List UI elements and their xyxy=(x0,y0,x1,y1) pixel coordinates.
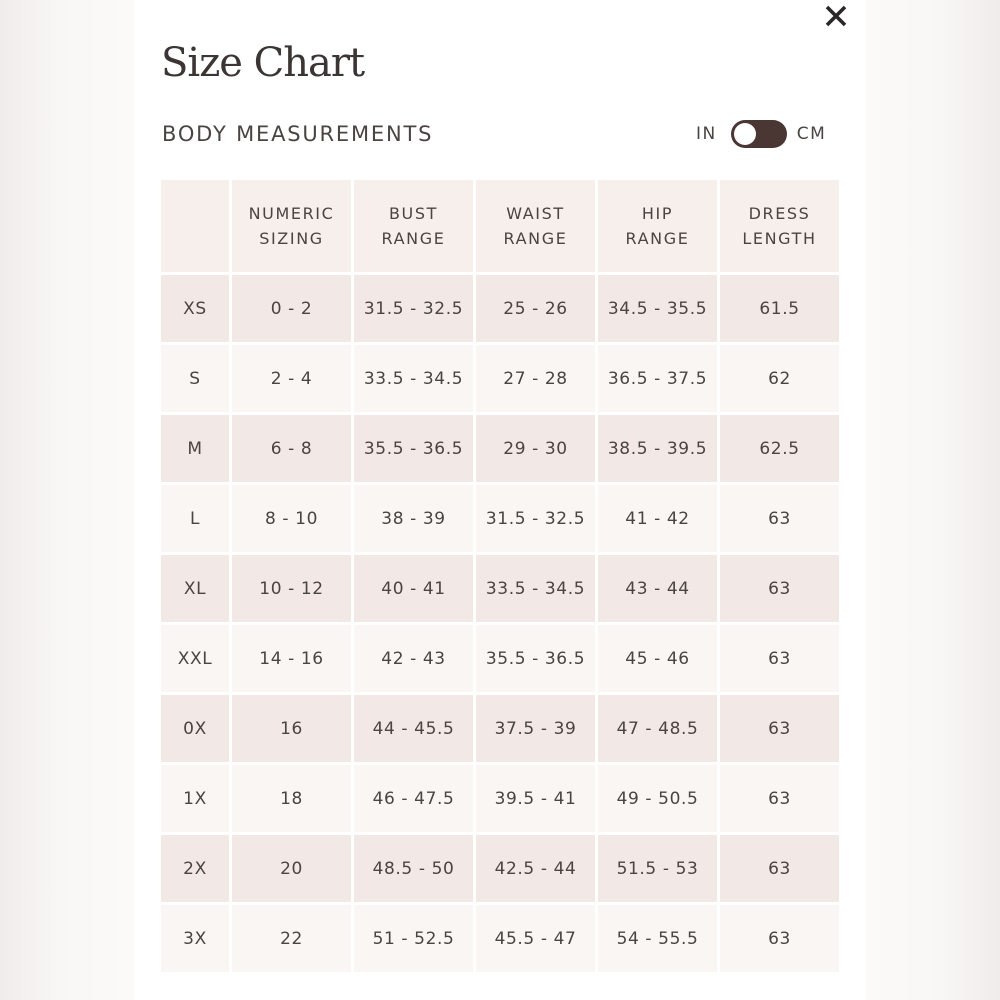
header-cell-dress-length xyxy=(720,180,839,272)
cell-hip-range: 43 - 44 xyxy=(598,555,717,622)
header-cell-waist-range xyxy=(476,180,595,272)
cell-bust-range: 40 - 41 xyxy=(354,555,473,622)
cell-waist-range: 45.5 - 47 xyxy=(476,905,595,972)
cell-dress-length: 63 xyxy=(720,905,839,972)
cell-hip-range: 49 - 50.5 xyxy=(598,765,717,832)
table-row xyxy=(161,695,839,762)
unit-switch-knob xyxy=(734,123,756,145)
section-heading: BODY MEASUREMENTS xyxy=(162,122,434,146)
table-row xyxy=(161,835,839,902)
header-line: RANGE xyxy=(503,229,568,248)
table-row xyxy=(161,765,839,832)
cell-waist-range: 25 - 26 xyxy=(476,275,595,342)
cell-size: 3X xyxy=(161,905,229,972)
header-line: DRESS xyxy=(748,204,811,223)
cell-waist-range: 27 - 28 xyxy=(476,345,595,412)
header-line: RANGE xyxy=(625,229,690,248)
cell-bust-range: 48.5 - 50 xyxy=(354,835,473,902)
cell-size: L xyxy=(161,485,229,552)
unit-switch[interactable] xyxy=(731,120,787,148)
cell-dress-length: 63 xyxy=(720,625,839,692)
cell-hip-range: 34.5 - 35.5 xyxy=(598,275,717,342)
table-body xyxy=(161,275,839,972)
header-line: NUMERIC xyxy=(248,204,335,223)
unit-label-in[interactable]: IN xyxy=(696,124,717,144)
cell-numeric-sizing: 18 xyxy=(232,765,351,832)
cell-dress-length: 63 xyxy=(720,555,839,622)
cell-size: XS xyxy=(161,275,229,342)
cell-hip-range: 45 - 46 xyxy=(598,625,717,692)
cell-numeric-sizing: 2 - 4 xyxy=(232,345,351,412)
cell-hip-range: 51.5 - 53 xyxy=(598,835,717,902)
cell-dress-length: 63 xyxy=(720,695,839,762)
cell-bust-range: 51 - 52.5 xyxy=(354,905,473,972)
cell-size: XXL xyxy=(161,625,229,692)
cell-bust-range: 35.5 - 36.5 xyxy=(354,415,473,482)
cell-size: M xyxy=(161,415,229,482)
cell-size: 0X xyxy=(161,695,229,762)
cell-dress-length: 63 xyxy=(720,835,839,902)
cell-waist-range: 42.5 - 44 xyxy=(476,835,595,902)
table-row xyxy=(161,345,839,412)
cell-bust-range: 33.5 - 34.5 xyxy=(354,345,473,412)
cell-size: 1X xyxy=(161,765,229,832)
table-row xyxy=(161,275,839,342)
cell-hip-range: 47 - 48.5 xyxy=(598,695,717,762)
table-header-row xyxy=(161,180,839,272)
table-row xyxy=(161,625,839,692)
close-button[interactable] xyxy=(824,4,848,28)
table-row xyxy=(161,555,839,622)
cell-waist-range: 29 - 30 xyxy=(476,415,595,482)
cell-size: XL xyxy=(161,555,229,622)
cell-hip-range: 36.5 - 37.5 xyxy=(598,345,717,412)
cell-bust-range: 42 - 43 xyxy=(354,625,473,692)
cell-waist-range: 33.5 - 34.5 xyxy=(476,555,595,622)
cell-bust-range: 31.5 - 32.5 xyxy=(354,275,473,342)
cell-hip-range: 41 - 42 xyxy=(598,485,717,552)
size-chart-table xyxy=(158,177,842,975)
unit-toggle xyxy=(696,117,826,151)
cell-waist-range: 37.5 - 39 xyxy=(476,695,595,762)
cell-size: 2X xyxy=(161,835,229,902)
header-cell-numeric-sizing xyxy=(232,180,351,272)
cell-dress-length: 62 xyxy=(720,345,839,412)
cell-numeric-sizing: 10 - 12 xyxy=(232,555,351,622)
cell-bust-range: 38 - 39 xyxy=(354,485,473,552)
cell-numeric-sizing: 20 xyxy=(232,835,351,902)
header-line: WAIST xyxy=(506,204,565,223)
cell-dress-length: 62.5 xyxy=(720,415,839,482)
header-cell-hip-range xyxy=(598,180,717,272)
header-line: BUST xyxy=(388,204,439,223)
dialog-title: Size Chart xyxy=(161,40,365,86)
header-cell-size xyxy=(161,180,229,272)
header-line: HIP xyxy=(641,204,674,223)
cell-dress-length: 61.5 xyxy=(720,275,839,342)
cell-bust-range: 44 - 45.5 xyxy=(354,695,473,762)
cell-waist-range: 35.5 - 36.5 xyxy=(476,625,595,692)
table-row xyxy=(161,485,839,552)
cell-numeric-sizing: 14 - 16 xyxy=(232,625,351,692)
cell-dress-length: 63 xyxy=(720,485,839,552)
cell-hip-range: 54 - 55.5 xyxy=(598,905,717,972)
cell-numeric-sizing: 16 xyxy=(232,695,351,762)
cell-dress-length: 63 xyxy=(720,765,839,832)
cell-hip-range: 38.5 - 39.5 xyxy=(598,415,717,482)
cell-waist-range: 31.5 - 32.5 xyxy=(476,485,595,552)
unit-label-cm[interactable]: CM xyxy=(796,124,827,144)
cell-waist-range: 39.5 - 41 xyxy=(476,765,595,832)
cell-size: S xyxy=(161,345,229,412)
size-chart-dialog xyxy=(134,0,866,1000)
close-icon xyxy=(824,4,848,28)
header-line: RANGE xyxy=(381,229,446,248)
table-row xyxy=(161,415,839,482)
header-line: LENGTH xyxy=(742,229,817,248)
cell-numeric-sizing: 22 xyxy=(232,905,351,972)
cell-numeric-sizing: 8 - 10 xyxy=(232,485,351,552)
cell-numeric-sizing: 0 - 2 xyxy=(232,275,351,342)
cell-bust-range: 46 - 47.5 xyxy=(354,765,473,832)
header-line: SIZING xyxy=(259,229,324,248)
header-cell-bust-range xyxy=(354,180,473,272)
cell-numeric-sizing: 6 - 8 xyxy=(232,415,351,482)
table-row xyxy=(161,905,839,972)
